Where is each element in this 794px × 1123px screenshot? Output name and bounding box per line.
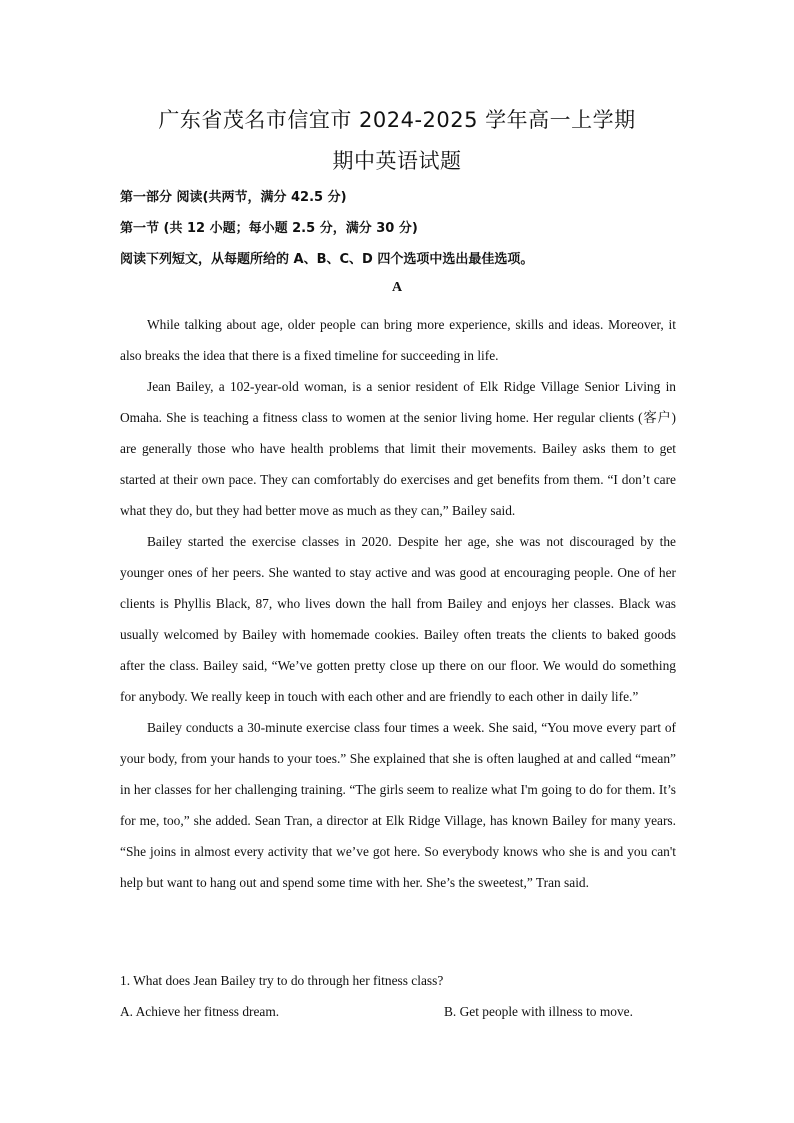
option-a: A. Achieve her fitness dream. — [120, 1004, 280, 1019]
section-heading: 第一节 (共 12 小题；每小题 2.5 分，满分 30 分) — [120, 221, 418, 236]
instruction-text: 阅读下列短文，从每题所给的 A、B、C、D 四个选项中选出最佳选项。 — [120, 252, 534, 267]
passage-letter: A — [391, 280, 403, 295]
question-options — [120, 996, 676, 1027]
passage-paragraph: Bailey started the exercise classes in 2020. Despite her age, she was not discouraged by the younger ones of her peers. She wanted to stay active and was good at encouraging people. One of her clients is Phyllis Black, 87, who lives down the hall from Bailey and enjoys her classes. Black was usually welcomed by Bailey with homemade cookies. Bailey often treats the clients to baked goods after the class. Bailey said, “We’ve gotten pretty close up there on our floor. We would do something for anybody. We really keep in touch with each other and are friendly to each other in daily life.” — [120, 534, 676, 704]
question-stem: 1. What does Jean Bailey try to do through her fitness class? — [120, 973, 444, 988]
passage-paragraph: While talking about age, older people can bring more experience, skills and ideas. Moreover, it also breaks the idea that there is a fixed timeline for succeeding in life. — [120, 317, 676, 363]
exam-subtitle: 期中英语试题 — [332, 149, 462, 173]
part-heading: 第一部分 阅读(共两节，满分 42.5 分) — [120, 190, 347, 205]
option-b: B. Get people with illness to move. — [444, 1004, 633, 1019]
passage-paragraph: Bailey conducts a 30-minute exercise class four times a week. She said, “You move every part of your body, from your hands to your toes.” She explained that she is often laughed at and called “mean” in her classes for her challenging training. “The girls seem to realize what I'm going to do for them. It’s for me, too,” she added. Sean Tran, a director at Elk Ridge Village, has known Bailey for many years. “She joins in almost every activity that we’ve got here. So everybody knows who she is and you can't help but want to hang out and spend some time with her. She’s the sweetest,” Tran said. — [120, 720, 676, 890]
passage-paragraph: Jean Bailey, a 102-year-old woman, is a senior resident of Elk Ridge Village Senior Living in Omaha. She is teaching a fitness class to women at the senior living home. Her regular clients (客户) are generally those who have health problems that limit their movements. Bailey asks them to get started at their own pace. They can comfortably do exercises and get benefits from them. “I don’t care what they do, but they had better move as much as they can,” Bailey said. — [120, 379, 676, 518]
passage-body — [120, 309, 676, 898]
exam-title: 广东省茂名市信宜市 2024-2025 学年高一上学期 — [158, 108, 636, 132]
